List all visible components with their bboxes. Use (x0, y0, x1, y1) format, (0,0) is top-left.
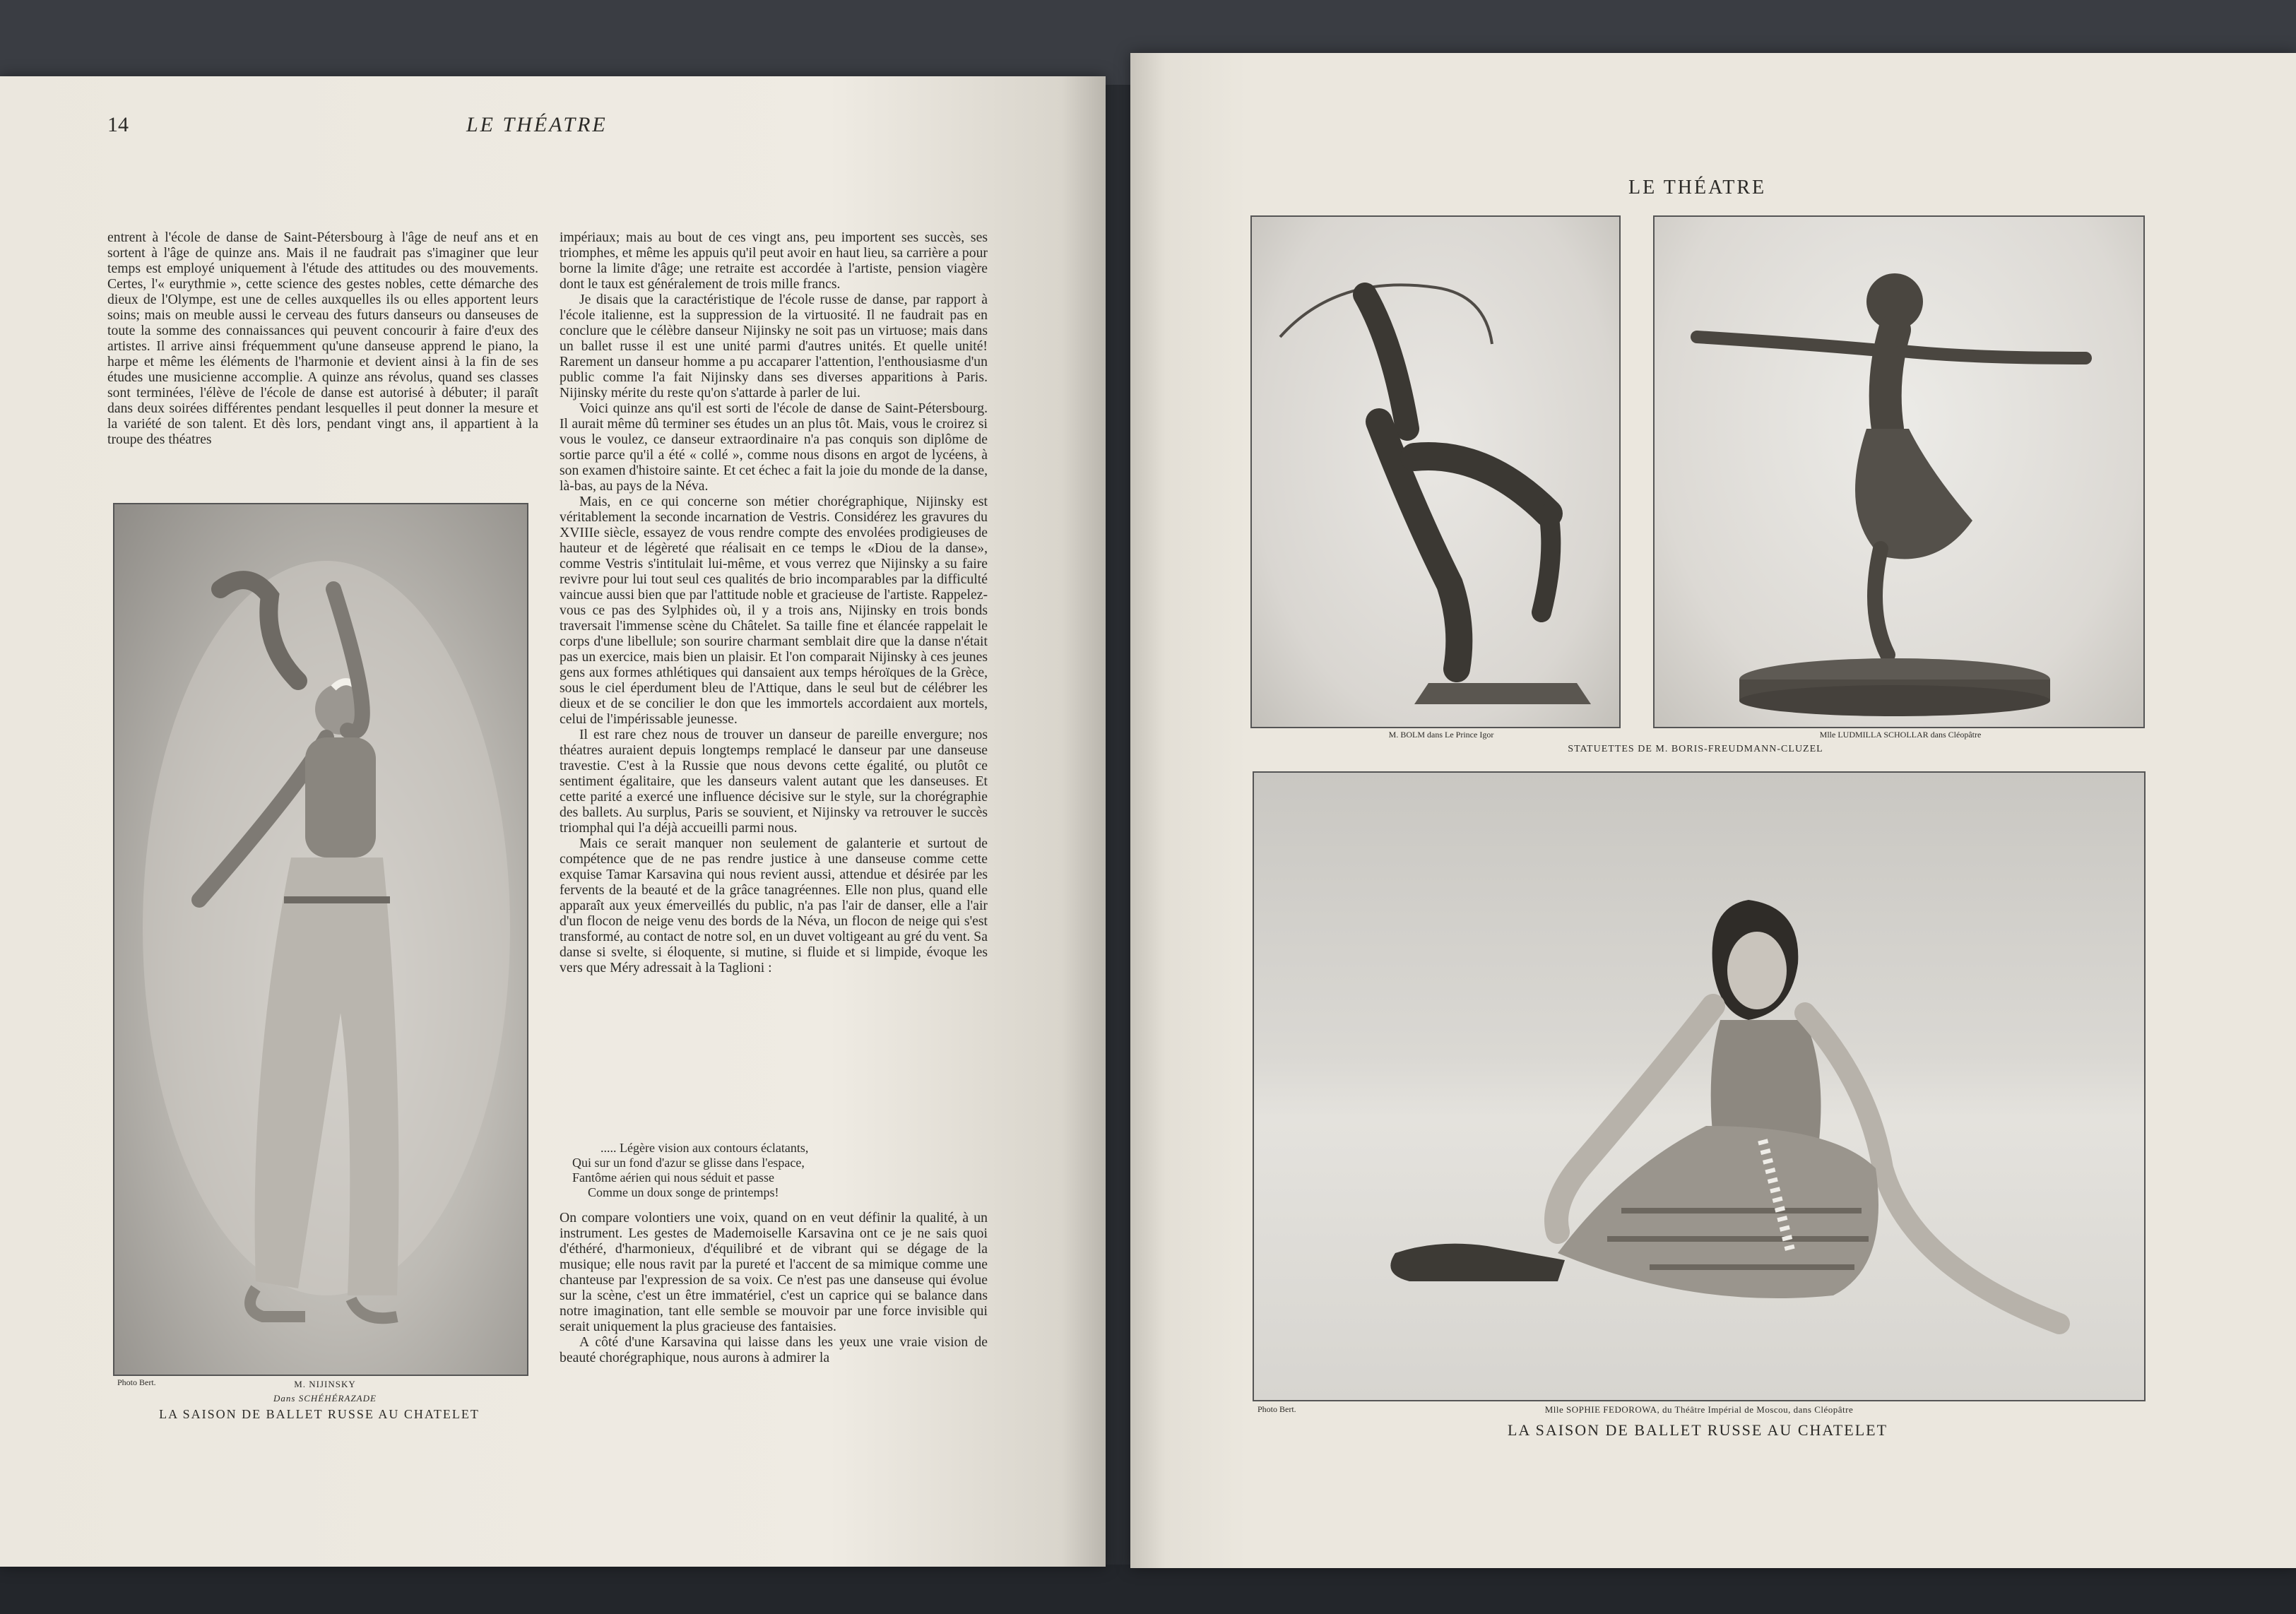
verse-line: Fantôme aérien qui nous séduit et passe (572, 1170, 774, 1185)
schollar-statuette-photo (1653, 215, 2145, 728)
text-column-b-end (560, 1210, 988, 1365)
verse-line: Comme un doux songe de printemps! (588, 1185, 779, 1199)
paragraph: entrent à l'école de danse de Saint-Pétersbourg à l'âge de neuf ans et en sortent à l'âge de quinze ans. Mais il ne faudrait pas s'imaginer que leur temps est employé uniquement à l'étude des attitudes ou des mouvements. Certes, l'« eurythmie », cette science des gestes nobles, cette démarche des dieux de l'Olympe, est une de celles auxquelles ils ou elles apportent leurs soins; mais on meuble aussi le cerveau des futurs danseurs ou danseuses de toute la somme des connaissances qui peuvent concourir à faire d'eux des artistes. Il arrive ainsi fréquemment qu'une danseuse apprend le piano, la harpe et même les éléments de l'harmonie et devient ainsi à la fin de ses études une musicienne accomplie. A quinze ans révolus, quand ses classes sont terminées, l'élève de l'école de danse est autorisé à débuter; il paraît dans deux soirées différentes pendant lesquelles il peut donner la mesure et la variété de son talent. Et dès lors, pendant vingt ans, il appartient à la troupe des théatres (107, 230, 538, 447)
statuette-illustration (1252, 217, 1619, 727)
paragraph: Il est rare chez nous de trouver un danseur de pareille envergure; nos théatres auraient depuis longtemps remplacé le danseur par une danseuse travestie. C'est à la Russie que nous devons cette égalité, ou plutôt ce sentiment égalitaire, que les danseurs valent autant que les danseuses. Et cette parité a exercé une influence décisive sur le style, sur la chorégraphie des ballets. Au surplus, Paris se souvient, et Nijinsky va retrouver le succès triomphal qui l'a déjà accueilli parmi nous. (560, 727, 988, 836)
running-head-right: LE THÉATRE (1628, 177, 1767, 198)
nijinsky-photo (113, 503, 528, 1376)
caption-title: LA SAISON DE BALLET RUSSE AU CHATELET (159, 1407, 480, 1421)
caption-role: Dans SCHÉHÉRAZADE (273, 1393, 377, 1404)
paragraph: Mais ce serait manquer non seulement de galanterie et surtout de compétence que de ne pas rendre justice à une danseuse comme cette exquise Tamar Karsavina qui nous revient aussi, attendue et désirée par les fervents de la beauté et de la grâce tanagréennes. Elle non plus, quand elle apparaît aux yeux émerveillés du public, n'a pas l'air de danser, elle a l'air d'un flocon de neige venu des bords de la Néva, un flocon de neige qui s'est transformé, au contact de notre sol, en un duvet voltigeant au gré du vent. Sa danse si svelte, si éloquente, si mutine, si fluide et si limpide, évoque les vers que Méry adressait à la Taglioni : (560, 836, 988, 975)
page-number: 14 (107, 113, 129, 136)
background-bottom (0, 1565, 2296, 1614)
paragraph: impériaux; mais au bout de ces vingt ans, peu importent ses succès, ses triomphes, et même les appuis qu'il peut avoir en haut lieu, sa carrière a pour borne la limite d'âge; une retraite est accordée à l'artiste, pension viagère dont le taux est généralement de trois mille francs. (560, 230, 988, 292)
verse-line: Qui sur un fond d'azur se glisse dans l'espace, (572, 1156, 805, 1170)
paragraph: A côté d'une Karsavina qui laisse dans les yeux une vraie vision de beauté chorégraphique, nous aurons à admirer la (560, 1334, 988, 1365)
bolm-statuette-photo (1250, 215, 1621, 728)
caption-statuettes: STATUETTES DE M. BORIS-FREUDMANN-CLUZEL (1568, 744, 1823, 754)
paragraph: Je disais que la caractéristique de l'école russe de danse, par rapport à l'école italienne, est la suppression de la virtuosité. Il ne faudrait pas en conclure que le célèbre danseur Nijinsky ne soit pas un virtuose; mais dans un ballet russe il est une unité parmi d'autres unités. Et quelle unité! Rarement un danseur homme a pu accaparer l'attention, l'enthousiasme d'un public comme l'a fait Nijinsky dans ses diverses apparitions à Paris. Nijinsky mérite du reste qu'on s'attarde à parler de lui. (560, 292, 988, 400)
verse-quote (572, 1141, 968, 1200)
photo-credit: Photo Bert. (117, 1377, 156, 1387)
text-column-b (560, 230, 988, 975)
paragraph: Mais, en ce qui concerne son métier chorégraphique, Nijinsky est véritablement la seconde incarnation de Vestris. Considérez les gravures du XVIIIe siècle, essayez de vous rendre compte des envolées prodigieuses de hauteur et de légèreté que réalisait en ce temps le «Diou de la danse», comme Vestris s'intitulait lui-même, et vous verrez que Nijinsky a su faire revivre pour lui tout seul ces qualités de brio incomparables par la difficulté vaincue aussi bien que par l'attitude noble et gracieuse de l'artiste. Rappelez-vous ce pas des Sylphides où, il y a trois ans, Nijinsky en trois bonds traversait l'immense scène du Châtelet. Sa taille fine et élancée rappelait le corps d'une libellule; son sourire charmant semblait dire que la danse n'était pas un exercice, mais bien un plaisir. Et l'on comparait Nijinsky à ces jeunes gens aux formes athlétiques qui dansaient aux temps héroïques de la Grèce, sous le ciel éperdument bleu de l'Attique, dans le seul but de célébrer les dieux et de se concilier le don que les immortels accordaient aux mortels, celui de l'impérissable jeunesse. (560, 494, 988, 727)
caption-bolm: M. BOLM dans Le Prince Igor (1388, 730, 1494, 740)
fedorova-photo (1253, 771, 2146, 1401)
running-head-left: LE THÉATRE (466, 113, 608, 136)
caption-title: LA SAISON DE BALLET RUSSE AU CHATELET (1507, 1421, 1888, 1439)
verse-line: ..... Légère vision aux contours éclatants, (600, 1141, 809, 1155)
paragraph: Voici quinze ans qu'il est sorti de l'école de danse de Saint-Pétersbourg. Il aurait même dû terminer ses études un an plus tôt. Mais, vous le croirez si vous le voulez, ce danseur extraordinaire n'a pas conquis son diplôme de sortie parce qu'il a été « collé », comme nous disons en argot de lycéens, à son examen d'histoire sainte. Et cet échec a fait la joie du monde de la danse, là-bas, au pays de la Néva. (560, 400, 988, 494)
caption-fedorova: Mlle SOPHIE FEDOROWA, du Théâtre Impérial de Moscou, dans Cléopâtre (1544, 1404, 1854, 1415)
seated-dancer-illustration (1254, 773, 2144, 1400)
dancer-figure-illustration (114, 504, 527, 1375)
statuette-illustration (1655, 217, 2143, 727)
text-column-a (107, 230, 538, 447)
paragraph: On compare volontiers une voix, quand on en veut définir la qualité, à un instrument. Les gestes de Mademoiselle Karsavina ont ce je ne sais quoi d'éthéré, d'harmonieux, d'équilibré et de vibrant qui se dégage de la musique; elle nous ravit par la pureté et l'accent de sa mimique comme une chanteuse par l'expression de sa voix. Ce n'est pas une danseuse qui évolue sur la scène, c'est un être immatériel, c'est un caprice qui se balance dans notre imagination, tant elle semble se mouvoir par une force invisible qui serait uniquement la plus gracieuse des fantaisies. (560, 1210, 988, 1334)
photo-credit: Photo Bert. (1258, 1404, 1296, 1414)
caption-name: M. NIJINSKY (294, 1379, 356, 1389)
caption-schollar: Mlle LUDMILLA SCHOLLAR dans Cléopâtre (1819, 730, 1982, 740)
